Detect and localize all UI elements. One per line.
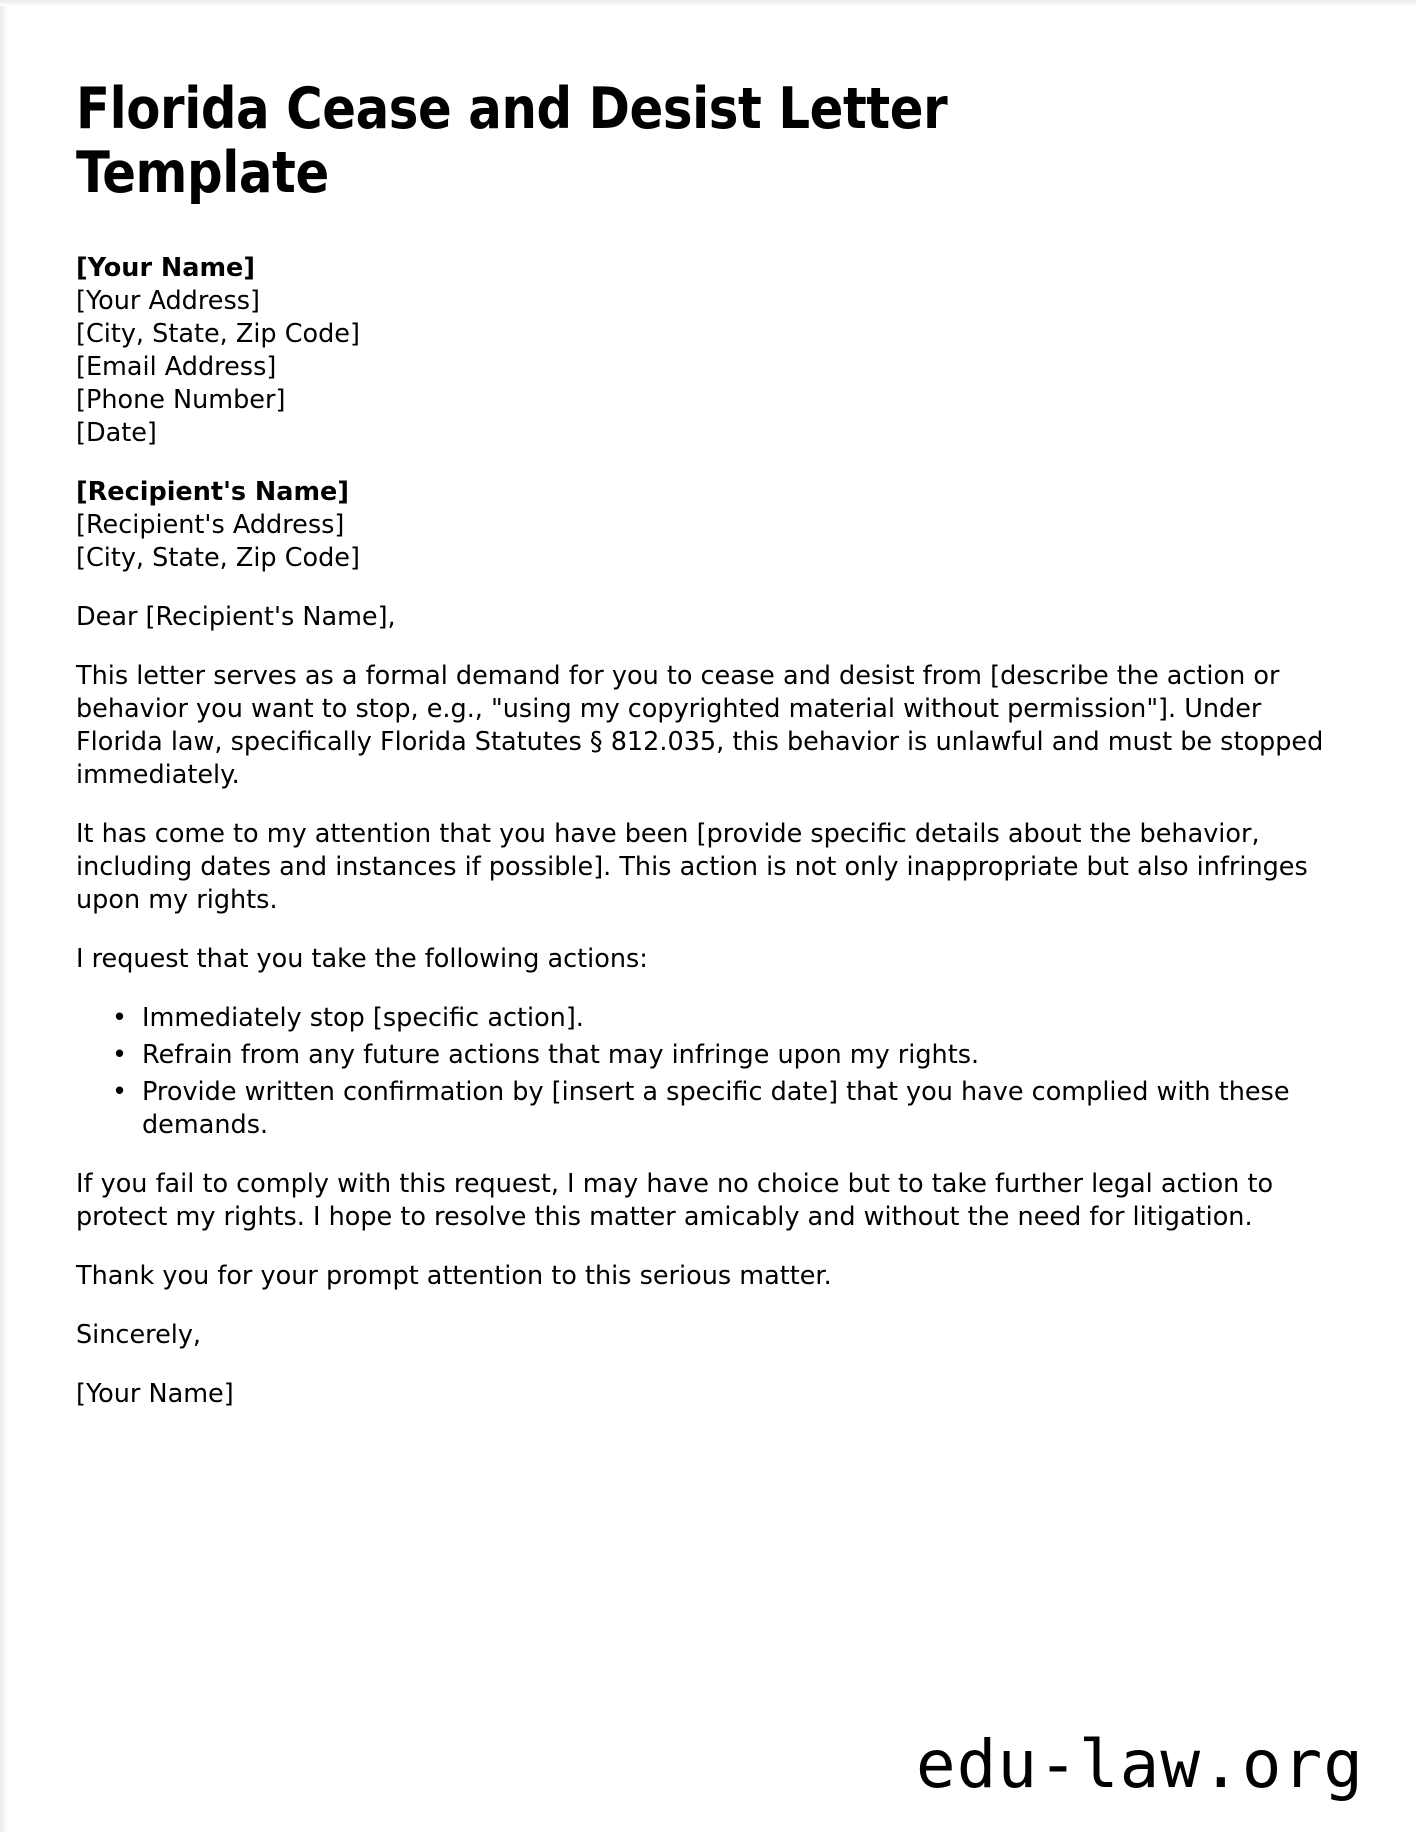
signature-name: [Your Name] [76, 1378, 234, 1409]
sender-city-state-zip: [City, State, Zip Code] [76, 318, 360, 349]
list-item: • Provide written confirmation by [insert a specific date] that you have complied with these demands. [142, 1076, 1328, 1142]
sender-name: [Your Name] [76, 252, 255, 283]
sender-address-block [76, 252, 1328, 450]
sender-phone: [Phone Number] [76, 384, 286, 415]
recipient-city-state-zip: [City, State, Zip Code] [76, 542, 360, 573]
paragraph-details: It has come to my attention that you have been [provide specific details about the behavior, including dates and instances if possible]. This action is not only inappropriate but also infringes upon my rights. [76, 818, 1308, 915]
sender-email: [Email Address] [76, 351, 277, 382]
salutation: Dear [Recipient's Name], [76, 601, 396, 632]
document-content [76, 78, 1328, 1437]
letter-date: [Date] [76, 417, 157, 448]
paragraph-demand: This letter serves as a formal demand for you to cease and desist from [describe the action or behavior you want to stop, e.g., "using my copyrighted material without permission"]. Under Florida law, specifically Florida Statutes § 812.035, this behavior is unlawful and must be stopped immediately. [76, 660, 1324, 790]
requested-actions-intro: I request that you take the following actions: [76, 943, 648, 974]
page-top-edge-shadow [0, 0, 1416, 6]
list-item: • Refrain from any future actions that may infringe upon my rights. [142, 1039, 1328, 1072]
recipient-name: [Recipient's Name] [76, 476, 350, 507]
closing-salutation: Sincerely, [76, 1319, 202, 1350]
list-item: • Immediately stop [specific action]. [142, 1002, 1328, 1035]
page-title: Florida Cease and Desist Letter Template [76, 76, 948, 206]
recipient-address-block [76, 476, 1328, 575]
paragraph-thanks: Thank you for your prompt attention to this serious matter. [76, 1260, 832, 1291]
requested-actions-list [76, 1002, 1328, 1142]
site-watermark: edu-law.org [915, 1726, 1364, 1803]
sender-address: [Your Address] [76, 285, 260, 316]
page-left-edge-shadow [0, 0, 8, 1832]
recipient-address: [Recipient's Address] [76, 509, 345, 540]
paragraph-consequences: If you fail to comply with this request, I may have no choice but to take further legal action to protect my rights. I hope to resolve this matter amicably and without the need for litigation. [76, 1168, 1274, 1232]
